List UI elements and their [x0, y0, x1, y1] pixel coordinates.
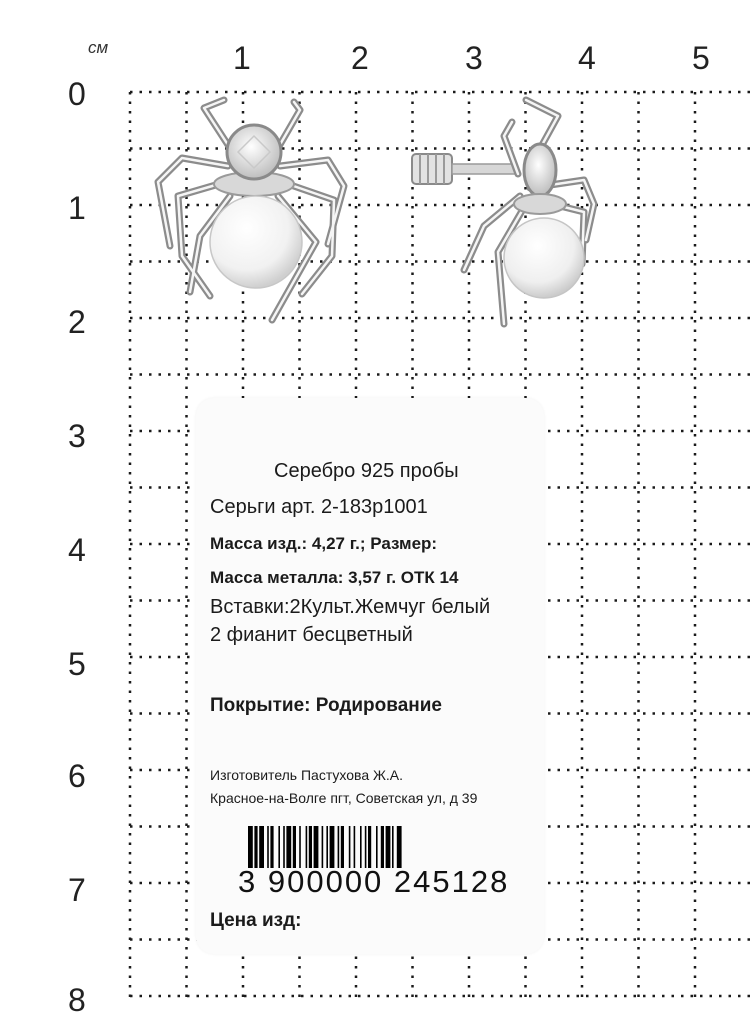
barcode-bar: [322, 826, 324, 868]
barcode-bar: [278, 826, 280, 868]
barcode-bar: [360, 826, 362, 868]
x-label-1: 1: [233, 40, 251, 76]
tag-article-line: Серьги арт. 2-183р1001: [210, 496, 428, 518]
y-label-0: 0: [68, 76, 86, 112]
screw-back: [412, 154, 516, 184]
barcode-number: 3 900000 245128: [238, 864, 510, 899]
barcode-bar: [330, 826, 335, 868]
barcode-bar: [267, 826, 269, 868]
spider-earring-left: [148, 96, 368, 326]
barcode-bar: [381, 826, 384, 868]
barcode-bar: [293, 826, 296, 868]
tag-coating-line: Покрытие: Родирование: [210, 695, 442, 716]
y-label-7: 7: [68, 872, 86, 908]
tag-inserts-line: Вставки:2Культ.Жемчуг белый: [210, 596, 491, 618]
barcode-bar: [386, 826, 391, 868]
barcode-bar: [365, 826, 367, 868]
y-label-6: 6: [68, 758, 86, 794]
barcode-bar: [270, 826, 273, 868]
y-label-5: 5: [68, 646, 86, 682]
x-label-3: 3: [465, 40, 483, 76]
tag-weight-line: Масса изд.: 4,27 г.; Размер:: [210, 534, 438, 553]
price-tag: [196, 398, 544, 954]
barcode-bar: [286, 826, 291, 868]
tag-manufacturer-line: Изготовитель Пастухова Ж.А.: [210, 767, 404, 783]
unit-label: см: [88, 38, 109, 57]
y-label-3: 3: [68, 418, 86, 454]
barcode-bar: [248, 826, 253, 868]
barcode-bar: [392, 826, 394, 868]
barcode-bar: [314, 826, 319, 868]
x-label-5: 5: [692, 40, 710, 76]
barcode-bar: [397, 826, 402, 868]
barcode-bar: [299, 826, 301, 868]
barcode-bar: [338, 826, 340, 868]
tag-price-line: Цена изд:: [210, 910, 302, 931]
barcode-bar: [368, 826, 371, 868]
barcode-bar: [341, 826, 344, 868]
y-label-1: 1: [68, 190, 86, 226]
barcode-bar: [306, 826, 308, 868]
barcode-bar: [259, 826, 264, 868]
x-label-4: 4: [578, 40, 596, 76]
barcode-bar: [283, 826, 285, 868]
spider-earring-right: [408, 92, 608, 328]
x-label-2: 2: [351, 40, 369, 76]
y-label-4: 4: [68, 532, 86, 568]
tag-metal-weight-line: Масса металла: 3,57 г. ОТК 14: [210, 568, 459, 587]
barcode-bar: [349, 826, 351, 868]
y-label-2: 2: [68, 304, 86, 340]
barcode-bar: [354, 826, 356, 868]
barcode-bar: [309, 826, 312, 868]
barcode: [248, 826, 528, 868]
barcode-bar: [254, 826, 257, 868]
tag-inserts-line-2: 2 фианит бесцветный: [210, 624, 413, 646]
barcode-bar: [376, 826, 378, 868]
tag-metal-line: Серебро 925 пробы: [274, 460, 459, 482]
tag-address-line: Красное-на-Волге пгт, Советская ул, д 39: [210, 790, 478, 806]
y-label-8: 8: [68, 982, 86, 1018]
barcode-bar: [326, 826, 328, 868]
